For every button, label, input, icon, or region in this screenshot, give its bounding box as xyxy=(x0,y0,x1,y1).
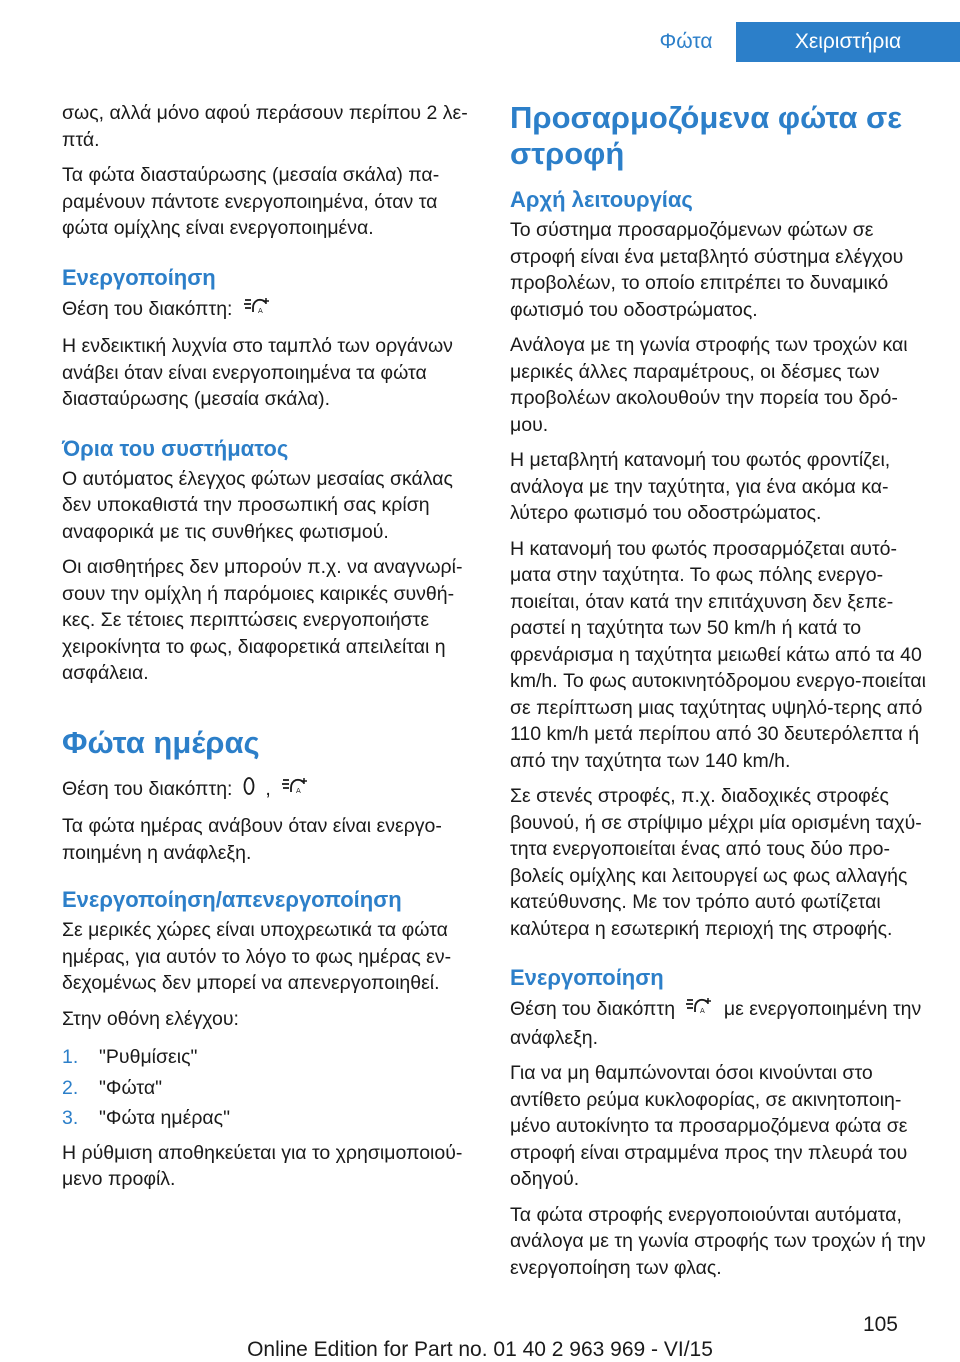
step-number: 3. xyxy=(62,1107,79,1129)
svg-text:A: A xyxy=(296,786,301,795)
switch-position-line xyxy=(510,995,930,1051)
paragraph: σως, αλλά μόνο αφού περάσουν περίπου 2 λε‐πτά. xyxy=(62,102,468,151)
heading-on-off: Ενεργοποίηση/απενεργοποίηση xyxy=(62,887,402,912)
step-text: "Φώτα" xyxy=(99,1076,163,1099)
paragraph: Τα φώτα στροφής ενεργοποιούνται αυτόματα, ανάλογα με τη γωνία στροφής των τροχών ή την ενεργοποίηση των φλας. xyxy=(510,1203,926,1279)
list-item xyxy=(62,1075,480,1102)
step-number: 2. xyxy=(62,1076,79,1099)
paragraph: Η ενδεικτική λυχνία στο ταμπλό των οργάνων ανάβει όταν είναι ενεργοποιημένα τα φώτα διασταύρωσης (μεσαία σκάλα). xyxy=(62,335,453,410)
paragraph: Οι αισθητήρες δεν μπορούν π.χ. να αναγνωρί‐σουν την ομίχλη ή παρόμοιες καιρικές συνθή‐κες. Σε τέτοιες περιπτώσεις ενεργοποιήστε χειροκίνητα το φως, διαφορετικά απειλείται η ασφάλεια. xyxy=(62,556,463,684)
switch-position-label: Θέση του διακόπτη xyxy=(510,997,676,1020)
list-item xyxy=(62,1044,480,1071)
paragraph: Η ρύθμιση αποθηκεύεται για το χρησιμοποιού‐μενο προφίλ. xyxy=(62,1141,463,1190)
header-section-tab[interactable]: Φώτα xyxy=(659,30,713,53)
paragraph: Για να μη θαμπώνονται όσοι κινούνται στο αντίθετο ρεύμα κυκλοφορίας, σε ακινητοποιη‐μένο αυτοκίνητο τα προσαρμοζόμενα φώτα σε στροφή είναι στραμμένα προς την πλευρά του οδηγού. xyxy=(510,1062,908,1190)
auto-headlight-icon xyxy=(684,995,714,1025)
heading-activation-right: Ενεργοποίηση xyxy=(510,965,664,990)
step-text: "Φώτα ημέρας" xyxy=(99,1107,231,1129)
paragraph: Σε στενές στροφές, π.χ. διαδοχικές στροφές βουνού, ή σε στρίψιμο μέχρι μία ορισμένη ταχύ‐τητα ενεργοποιείται ένας από τους δύο προ‐βολείς ομίχλης και λειτουργεί ως φως αλλαγής κατεύθυνσης. Με τον τρόπο αυτό φωτίζεται καλύτερα η εσωτερική περιοχή της στροφής. xyxy=(510,785,922,940)
right-column xyxy=(510,100,930,1290)
paragraph: Στην οθόνη ελέγχου: xyxy=(62,1007,239,1030)
footer-edition: Online Edition for Part no. 01 40 2 963 969 - VI/15 xyxy=(247,1338,713,1361)
page-number: 105 xyxy=(862,1313,898,1336)
header-chapter-tab[interactable]: Χειριστήρια xyxy=(736,22,960,62)
step-number: 1. xyxy=(62,1046,79,1068)
off-position-icon xyxy=(242,775,256,805)
paragraph: Σε μερικές χώρες είναι υποχρεωτικά τα φώτα ημέρας, για αυτόν το λόγο το φως ημέρας εν‐δεχομένως δεν μπορεί να απενεργοποιηθεί. xyxy=(62,919,452,994)
svg-text:A: A xyxy=(700,1007,706,1015)
svg-text:A: A xyxy=(257,306,263,315)
paragraph: Η μεταβλητή κατανομή του φωτός φροντίζει, ανάλογα με την ταχύτητα, για ένα ακόμα κα‐λύτερο φωτισμό του οδοστρώματος. xyxy=(510,449,891,524)
switch-position-label: Θέση του διακόπτη: xyxy=(62,297,233,320)
paragraph: Η κατανομή του φωτός προσαρμόζεται αυτό‐ματα στην ταχύτητα. Το φως πόλης ενεργο‐ποιείται, όταν κατά την επιτάχυνση δεν ξεπε‐ραστεί η ταχύτητα των 50 km/h ή κατά το φρενάρισμα η ταχύτητα μειωθεί κάτω από τα 40 km/h. Το φως αυτοκινητόδρομου ενεργο‐ποιείται σε περίπτωση μιας ταχύτητας υψηλό‐τερης από 110 km/h μετά περίπου από 30 δευτερόλεπτα ή από την ταχύτητα των 140 km/h. xyxy=(510,537,926,772)
left-column xyxy=(62,100,480,1202)
paragraph: Ανάλογα με τη γωνία στροφής των τροχών και μερικές άλλες παραμέτρους, οι δέσμες των προβολέων ακολουθούν την πορεία του δρό‐μου. xyxy=(510,334,908,436)
heading-limits: Όρια του συστήματος xyxy=(62,435,289,461)
heading-daytime-lights: Φώτα ημέρας xyxy=(62,724,260,760)
switch-position-label: Θέση του διακόπτη: xyxy=(62,777,233,800)
auto-headlight-icon xyxy=(280,775,310,805)
auto-headlight-icon xyxy=(242,295,272,325)
heading-adaptive-lights: Προσαρμοζόμενα φώτα σε στροφή xyxy=(510,100,902,171)
steps-list xyxy=(62,1044,480,1132)
comma-separator: , xyxy=(265,777,271,800)
heading-principle: Αρχή λειτουργίας xyxy=(510,187,693,212)
paragraph: Τα φώτα διασταύρωσης (μεσαία σκάλα) πα‐ραμένουν πάντοτε ενεργοποιημένα, όταν τα φώτα ομίχλης είναι ενεργοποιημένα. xyxy=(62,164,440,239)
step-text: "Ρυθμίσεις" xyxy=(99,1046,198,1068)
paragraph: Τα φώτα ημέρας ανάβουν όταν είναι ενεργο‐ποιημένη η ανάφλεξη. xyxy=(62,815,442,864)
switch-position-line xyxy=(62,775,480,805)
heading-activation: Ενεργοποίηση xyxy=(62,264,216,290)
switch-position-line xyxy=(62,295,480,325)
switch-position-suffix: με ενεργοποιημένη την ανάφλεξη. xyxy=(510,997,922,1049)
list-item xyxy=(62,1105,480,1132)
paragraph: Το σύστημα προσαρμοζόμενων φώτων σε στροφή είναι ένα μεταβλητό σύστημα ελέγχου προβολέων, το οποίο επιτρέπει το δυναμικό φωτισμό του οδοστρώματος. xyxy=(510,219,904,321)
paragraph: Ο αυτόματος έλεγχος φώτων μεσαίας σκάλας δεν υποκαθιστά την προσωπική σας κρίση αναφορικά με τις συνθήκες φωτισμού. xyxy=(62,467,453,543)
